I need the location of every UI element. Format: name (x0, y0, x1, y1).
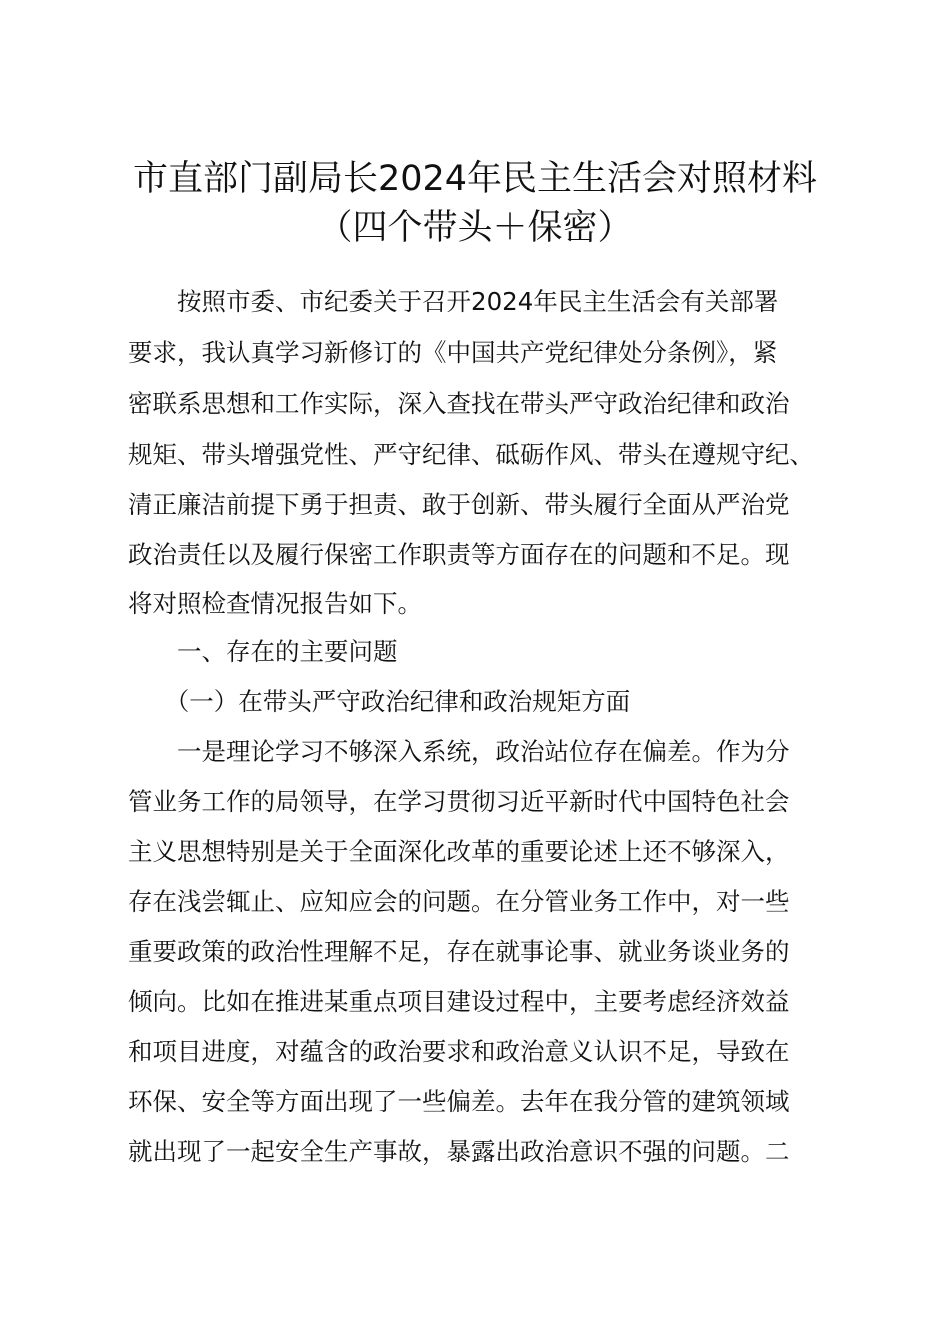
body-text-line: 环保、安全等方面出现了一些偏差。去年在我分管的建筑领域 (128, 1087, 790, 1116)
body-text-line: 清正廉洁前提下勇于担责、敢于创新、带头履行全面从严治党 (128, 490, 790, 519)
body-text-line: 管业务工作的局领导，在学习贯彻习近平新时代中国特色社会 (128, 787, 790, 816)
body-text-line: 一是理论学习不够深入系统，政治站位存在偏差。作为分 (128, 737, 790, 766)
body-text-line: 倾向。比如在推进某重点项目建设过程中，主要考虑经济效益 (128, 987, 790, 1016)
body-text-line: 政治责任以及履行保密工作职责等方面存在的问题和不足。现 (128, 540, 790, 569)
body-text-line: 密联系思想和工作实际，深入查找在带头严守政治纪律和政治 (128, 389, 790, 418)
body-text-line: 主义思想特别是关于全面深化改革的重要论述上还不够深入， (128, 837, 790, 866)
body-text-line: 就出现了一起安全生产事故，暴露出政治意识不强的问题。二 (128, 1137, 790, 1166)
body-text-line: 规矩、带头增强党性、严守纪律、砥砺作风、带头在遵规守纪、 (128, 440, 814, 469)
body-text-line: 将对照检查情况报告如下。 (128, 589, 422, 618)
body-text-line: 存在浅尝辄止、应知应会的问题。在分管业务工作中，对一些 (128, 887, 790, 916)
body-text-line: 按照市委、市纪委关于召开2024年民主生活会有关部署 (128, 287, 779, 316)
body-text-line: 和项目进度，对蕴含的政治要求和政治意义认识不足，导致在 (128, 1037, 790, 1066)
body-text-line: 要求，我认真学习新修订的《中国共产党纪律处分条例》，紧 (128, 338, 778, 367)
document-title-line-1: 市直部门副局长2024年民主生活会对照材料 (132, 159, 818, 199)
document-title-line-2: （四个带头＋保密） (317, 208, 633, 248)
section-heading: 一、存在的主要问题 (128, 637, 398, 666)
subsection-heading: （一）在带头严守政治纪律和政治规矩方面 (128, 687, 631, 716)
body-text-line: 重要政策的政治性理解不足，存在就事论事、就业务谈业务的 (128, 937, 790, 966)
